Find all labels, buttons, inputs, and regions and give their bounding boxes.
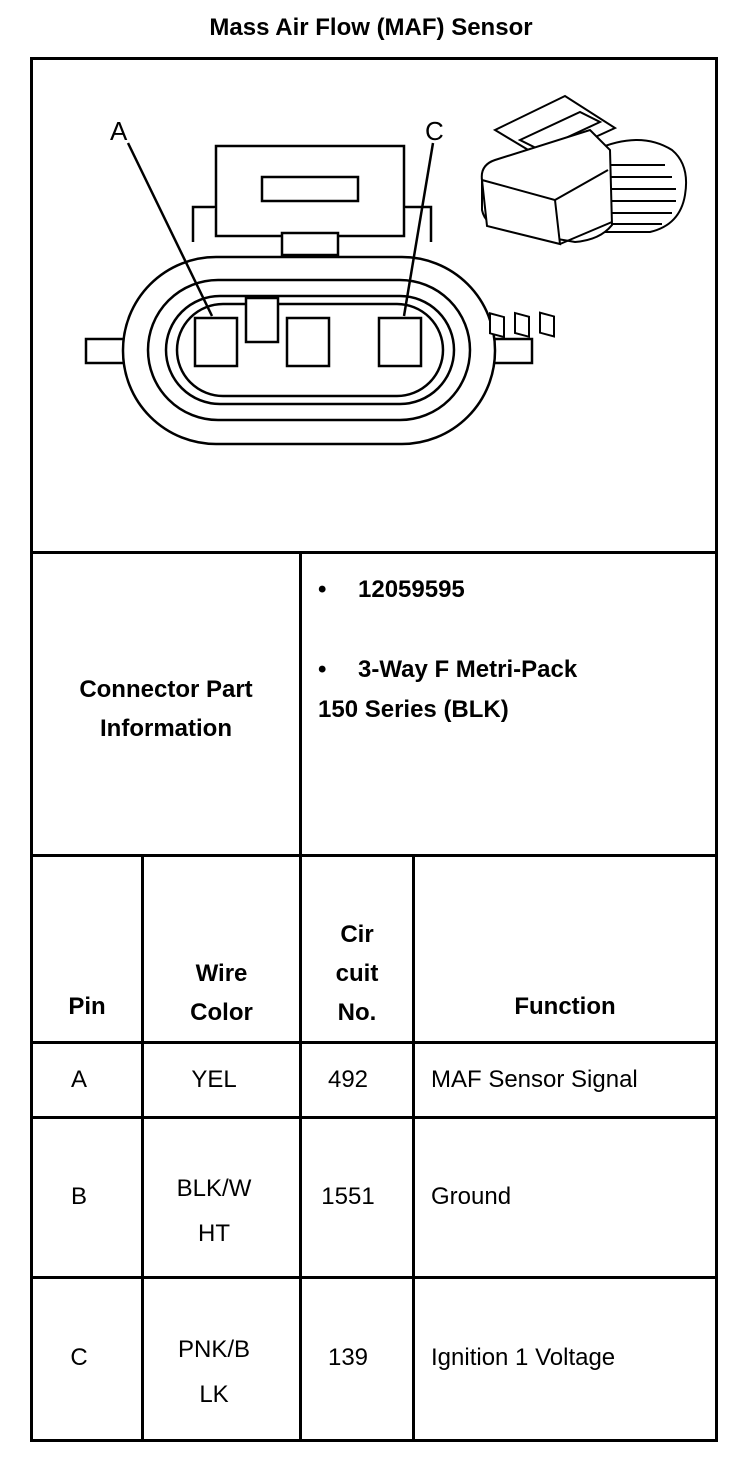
part-number-text: 12059595 [358,576,465,603]
header-wire-color [144,954,299,1032]
header-wire-color-line1: Wire [195,960,248,987]
connector-info-label [33,670,299,748]
row-c-wire-color [144,1327,284,1417]
header-wire-color-line2: Color [190,999,253,1026]
header-pin: Pin [68,993,106,1020]
row-a-circuit: 492 [327,1066,369,1093]
connector-type-line1-wrap [318,650,577,690]
iso-terminal-a [490,313,504,337]
divider-info-bottom [30,854,718,857]
header-circuit-line3: No. [337,999,377,1026]
iso-terminal-b [515,313,529,337]
pin-label-c: C [425,116,444,146]
divider-function-col [412,854,415,1442]
page-title: Mass Air Flow (MAF) Sensor [209,14,533,41]
row-a-function: MAF Sensor Signal [431,1066,638,1093]
bullet-dot-1: • [318,576,327,603]
divider-row-a-bottom [30,1116,718,1119]
terminal-c [379,318,421,366]
row-c-function: Ignition 1 Voltage [431,1344,616,1371]
connector-type-line2: 150 Series (BLK) [318,696,509,723]
row-c-circuit: 139 [327,1344,369,1371]
connector-info-label-line2: Information [100,715,232,742]
divider-header-bottom [30,1041,718,1044]
bullet-part-number [318,575,465,605]
connector-diagram [0,0,752,552]
connector-isometric-view [482,96,686,337]
terminal-a [195,318,237,366]
row-c-pin: C [70,1344,88,1371]
row-a-pin: A [70,1066,87,1093]
row-b-circuit: 1551 [321,1183,375,1210]
header-circuit-line1: Cir [340,921,374,948]
bullet-dot-2: • [318,656,327,683]
iso-terminal-c [540,313,554,337]
divider-row-b-bottom [30,1276,718,1279]
connector-latch [282,233,338,255]
row-c-wire-line1: PNK/B [177,1336,251,1363]
connector-info-label-line1: Connector Part [79,676,253,703]
row-b-wire-color [144,1166,284,1256]
mount-tab-right [492,339,532,363]
connector-housing-top [216,146,404,236]
terminal-b [287,318,329,366]
pin-label-a: A [110,116,128,146]
connector-key [246,298,278,342]
connector-face [86,143,532,444]
row-c-wire-line2: LK [199,1381,229,1408]
row-b-wire-line1: BLK/W [176,1175,252,1202]
row-b-wire-line2: HT [198,1220,230,1247]
border-bottom [30,1439,718,1442]
bullet-connector-type [318,650,577,730]
row-b-function: Ground [431,1183,512,1210]
header-circuit-line2: cuit [335,960,379,987]
mount-tab-left [86,339,126,363]
header-circuit-no [302,915,412,1032]
connector-type-line1: 3-Way F Metri-Pack [358,656,578,683]
row-b-pin: B [70,1183,87,1210]
header-function: Function [514,993,616,1020]
row-a-wire-color: YEL [191,1066,237,1093]
